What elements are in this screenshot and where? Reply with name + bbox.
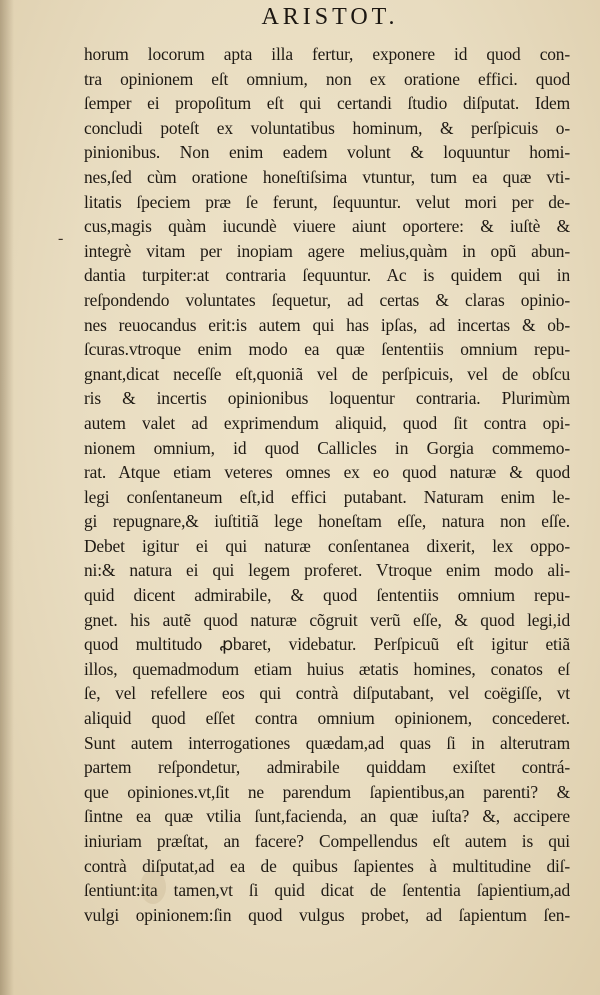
text-line: ſentiunt:ita tamen,vt ſi quid dicat de ſententia ſapientium,ad — [84, 880, 570, 901]
text-line: vulgi opinionem:ſin quod vulgus probet, ad ſapientum ſen- — [84, 904, 570, 925]
text-line: ſemper ei propoſitum eſt qui certandi ſtudio diſputat. Idem — [84, 93, 570, 114]
text-line: nes,ſed cùm oratione honeſtiſsima vtuntur, tum ea quæ vti- — [84, 166, 570, 187]
text-line: horum locorum apta illa fertur, exponere id quod con- — [84, 44, 570, 64]
spine-shadow — [0, 0, 14, 995]
text-line: cus,magis quàm iucundè viuere aiunt oportere: & iuſtè & — [84, 216, 570, 237]
text-line: Debet igitur ei qui naturæ conſentanea dixerit, lex oppo- — [84, 535, 570, 556]
margin-mark: - — [58, 230, 64, 247]
text-line: gnet. his autẽ quod naturæ cõgruit verũ eſſe, & quod legi,id — [84, 609, 570, 630]
text-line: que opiniones.vt,ſit ne parendum ſapientibus,an parenti? & — [84, 781, 570, 802]
text-line: quid dicent admirabile, & quod ſententiis omnium repu- — [84, 585, 570, 606]
text-line: ni:& natura ei qui legem proferet. Vtroque enim modo ali- — [84, 560, 570, 581]
text-line: litatis ſpeciem præ ſe ferunt, ſequuntur. velut mori per de- — [84, 191, 570, 212]
text-line: iniuriam præſtat, an facere? Compellendus eſt autem is qui — [84, 831, 570, 851]
text-line: nes reuocandus erit:is autem qui has ipſas, ad incertas & ob- — [84, 314, 570, 335]
text-line: illos, quemadmodum etiam huius ætatis homines, conatos eſ — [84, 658, 570, 679]
text-line: nionem omnium, id quod Callicles in Gorgia commemo- — [84, 437, 570, 458]
body-text — [84, 42, 570, 927]
text-line: ris & incertis opinionibus loquentur contraria. Plurimùm — [84, 388, 570, 409]
text-line: ſe, vel refellere eos qui contrà diſputabant, vel coëgiſſe, vt — [84, 683, 570, 704]
text-line: dantia turpiter:at contraria ſequuntur. Ac is quidem qui in — [84, 265, 570, 286]
text-line: partem reſpondetur, admirabile quiddam exiſtet contrá- — [84, 757, 570, 778]
text-line: integrè vitam per inopiam agere melius,quàm in opũ abun- — [84, 240, 570, 261]
running-head: ARISTOT. — [261, 4, 399, 30]
text-line: ſcuras.vtroque enim modo ea quæ ſententiis omnium repu- — [84, 339, 570, 360]
text-line: ſintne ea quæ vtilia ſunt,facienda, an quæ iuſta? &, accipere — [84, 806, 570, 827]
text-line: Sunt autem interrogationes quædam,ad quas ſi in alterutram — [84, 732, 570, 753]
text-line: contrà diſputat,ad ea de quibus ſapientes à multitudine diſ- — [84, 855, 570, 876]
text-line: quod multitudo ꝓbaret, videbatur. Perſpicuũ eſt igitur etiã — [84, 634, 570, 655]
text-line: legi conſentaneum eſt,id effici putabant. Naturam enim le- — [84, 486, 570, 507]
text-line: gnant,dicat neceſſe eſt,quoniã vel de perſpicuis, vel de obſcu — [84, 363, 570, 384]
text-line: gi repugnare,& iuſtitiã lege honeſtam eſſe, natura non eſſe. — [84, 511, 570, 532]
text-line: reſpondendo voluntates ſequetur, ad certas & claras opinio- — [84, 289, 570, 310]
text-line: pinionibus. Non enim eadem volunt & loquuntur homi- — [84, 142, 570, 163]
text-line: autem valet ad exprimendum aliquid, quod ſit contra opi- — [84, 412, 570, 433]
text-line: rat. Atque etiam veteres omnes ex eo quod naturæ & quod — [84, 462, 570, 483]
text-line: tra opinionem eſt omnium, non ex oratione effici. quod — [84, 68, 570, 89]
text-line: aliquid quod eſſet contra omnium opinionem, concederet. — [84, 708, 570, 729]
text-line: concludi poteſt ex voluntatibus hominum, & perſpicuis o- — [84, 117, 570, 138]
